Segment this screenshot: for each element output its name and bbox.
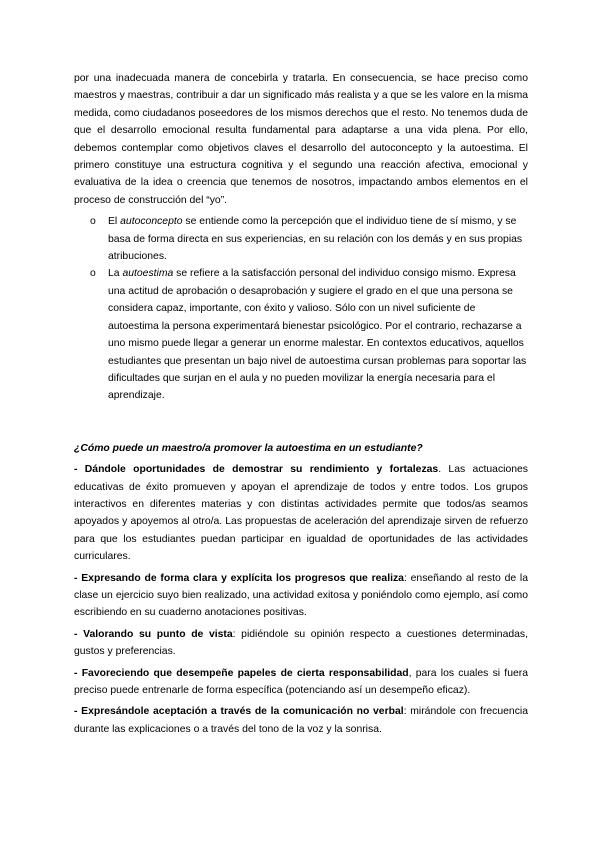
bullet-marker: o	[90, 268, 96, 280]
strategy-item	[74, 703, 528, 738]
strategy-item	[74, 626, 528, 661]
strategy-lead: - Dándole oportunidades de demostrar su rendimiento y fortalezas	[74, 464, 439, 476]
document-body	[74, 70, 528, 742]
strategy-lead: - Favoreciendo que desempeñe papeles de cierta responsabilidad	[74, 667, 409, 679]
definition-list	[74, 213, 528, 404]
bullet-prefix: El	[108, 216, 121, 228]
strategy-text: : mirándole con frecuencia durante las explicaciones o a través del tono de la voz y la sonrisa.	[74, 706, 528, 735]
strategy-text: , para los cuales si fuera preciso puede entrenarle de forma específica (potenciando así un desempeño eficaz).	[74, 667, 528, 696]
intro-paragraph: por una inadecuada manera de concebirla y tratarla. En consecuencia, se hace preciso como maestros y maestras, contribuir a dar un significado más realista y a que se les valore en la misma medida, como ciudadanos poseedores de los mismos derechos que el resto. No tenemos duda de que el desarrollo emocional resulta fundamental para adaptarse a una vida plena. Por ello, debemos contemplar como objetivos claves el desarrollo del autoconcepto y la autoestima. El primero constituye una estructura cognitiva y el segundo una reacción afectiva, emocional y evaluativa de la idea o creencia que tenemos de nosotros, impactando ambos elementos en el proceso de construcción del “yo”.	[74, 73, 528, 206]
strategy-lead: - Expresando de forma clara y explícita los progresos que realiza	[74, 572, 404, 584]
strategy-lead: - Valorando su punto de vista	[74, 628, 233, 640]
strategy-text: : enseñando al resto de la clase un ejercicio suyo bien realizado, una actividad exitosa y poniéndolo como ejemplo, así como escribiendo en su cuaderno anotaciones positivas.	[74, 572, 528, 619]
term-autoestima: autoestima	[122, 268, 174, 280]
strategy-item	[74, 570, 528, 622]
bullet-marker: o	[90, 216, 96, 228]
strategy-lead: - Expresándole aceptación a través de la comunicación no verbal	[74, 706, 404, 718]
bullet-definition: se refiere a la satisfacción personal del individuo consigo mismo. Expresa una actitud de aprobación o desaprobación y sugiere el grado en el que una persona se considera capaz, importante, con éxito y valioso. Sólo con un nivel suficiente de autoestima la persona experimentará bienestar psicológico. Por el contrario, rechazarse a uno mismo puede llegar a generar un enorme malestar. En contextos educativos, aquellos estudiantes que presentan un bajo nivel de autoestima cursan problemas para soportar las dificultades que surjan en el aula y no pueden movilizar la energía necesaria para el aprendizaje.	[108, 268, 527, 402]
bullet-prefix: La	[108, 268, 123, 280]
section-question: ¿Cómo puede un maestro/a promover la autoestima en un estudiante?	[74, 442, 423, 454]
bullet-definition: se entiende como la percepción que el individuo tiene de sí mismo, y se basa de forma directa en sus experiencias, en su relación con los demás y en sus propias atribuciones.	[108, 216, 523, 263]
strategy-text: . Las actuaciones educativas de éxito promueven y apoyan el aprendizaje de todos y entre todos. Los grupos interactivos en diferentes materias y con distintas actividades permite que todos/as seamos apoyados y apoyemos al otro/a. Las propuestas de aceleración del aprendizaje sirven de refuerzo para que los estudiantes puedan participar en igualdad de oportunidades de las actividades curriculares.	[74, 464, 528, 563]
term-autoconcepto: autoconcepto	[120, 216, 183, 228]
list-item-autoconcepto	[74, 213, 528, 265]
bullet-text	[108, 213, 528, 265]
strategy-item	[74, 461, 528, 565]
strategy-item	[74, 665, 528, 700]
bullet-text	[108, 265, 528, 404]
list-item-autoestima	[74, 265, 528, 404]
strategy-text: : pidiéndole su opinión respecto a cuestiones determinadas, gustos y preferencias.	[74, 628, 528, 658]
